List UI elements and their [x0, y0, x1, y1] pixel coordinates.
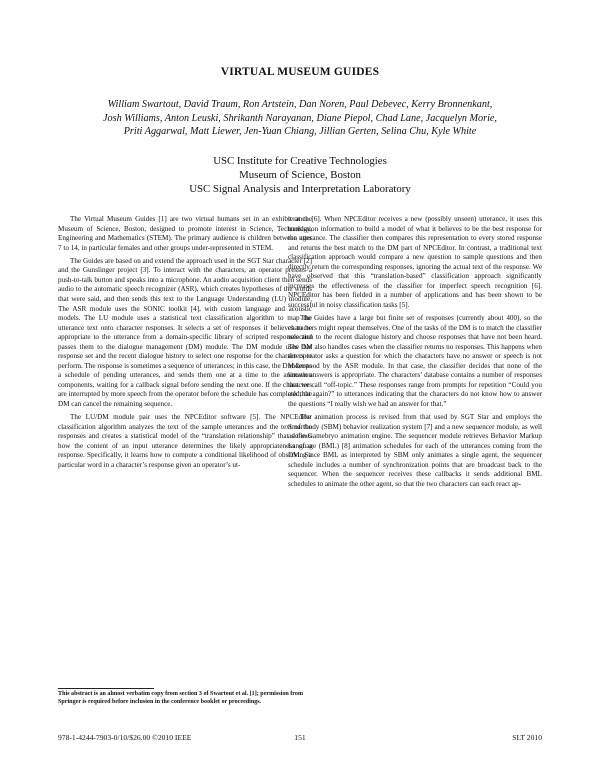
author-line: William Swartout, David Traum, Ron Artstein, Dan Noren, Paul Debevec, Kerry Bronnenkant, [107, 99, 493, 110]
body-paragraph: The Virtual Museum Guides [1] are two virtual humans set in an exhibit at the Museum of Science, Boston, designed to promote interest in Science, Technology, Engineering and Mathematics (STEM). The primary audience is children between ages 7 to 14, in particular females and other groups under-represented in STEM. [58, 215, 312, 252]
footer-venue: SLT 2010 [512, 733, 542, 742]
footnote: This abstract is an almost verbatim copy from section 3 of Swartout et al. [1]; permission from Springer is required before inclusion in the conference booklet or proceedings. [58, 691, 304, 705]
author-line: Josh Williams, Anton Leuski, Shrikanth Narayanan, Diane Piepol, Chad Lane, Jacquelyn Morie, [103, 112, 497, 124]
author-line: Priti Aggarwal, Matt Liewer, Jen-Yuan Chiang, Jillian Gerten, Selina Chu, Kyle White [123, 126, 477, 138]
body-paragraph: The Guides have a large but finite set of responses (currently about 400), so the characters might repeat themselves. One of the tasks of the DM is to match the classifier selection to the recent dialogue history and choose responses that have not been heard. The DM also handles cases when the classifier returns no responses. This happens when the operator asks a question for which the characters have no answer or speech is not understood by the ASR module. In that case, the classifier decides that none of the known answers is appropriate. The characters’ database contains a number of responses that we call “off-topic.” These responses range from prompts for repetition “Could you ask that again?” to utterances indicating that the characters do not know how to answer the questions “I really wish we had an answer for that.” [288, 314, 542, 408]
body-paragraph: The Guides are based on and extend the approach used in the SGT Star character [2] and the Gunslinger project [3]. To interact with the characters, an operator presses a push-to-talk button and speaks into a microphone. An audio acquisition client then sends audio to the automatic speech recognizer (ASR), which creates hypotheses of the words that were said, and then sends this text to the Language Understanding (LU) module. The ASR module uses the SONIC toolkit [4], with custom language and acoustic models. The LU module uses a statistical text classification algorithm to map the utterance text onto character responses. It selects a set of responses it believes to be appropriate to the utterance from a domain-specific library of scripted responses and passes them to the dialogue management (DM) module. The DM module uses that response set and the recent dialogue history to select one response for the characters to perform. The response is sometimes a sequence of utterances; in this case, the DM keeps a schedule of pending utterances, and sends them one at a time to the animation components, waiting for a callback signal before sending the next one. If the characters are interrupted by more speech from the operator before the schedule has completed, the DM can cancel the remaining sequence. [58, 256, 312, 408]
affiliation-line: USC Institute for Creative Technologies [213, 155, 387, 167]
paper-title: VIRTUAL MUSEUM GUIDES [220, 66, 380, 78]
affiliation-line: USC Signal Analysis and Interpretation Laboratory [189, 183, 411, 196]
body-paragraph: The animation process is revised from that used by SGT Star and employs the Smartbody (SBM) behavior realization system [7] and a new sequencer module, as well as the Gamebryo animation engine. The sequencer module retrieves Behavior Markup Language (BML) [8] animation schedules for each of the utterances coming from the DM. Since BML as interpreted by SBM only animates a single agent, the sequencer schedule includes a number of synchronization points that are broadcast back to the sequencer. When the sequencer receives these callbacks it sends additional BML schedules to animate the other agent, so that the two characters can each react ap- [288, 413, 542, 488]
body-paragraph: terance [6]. When NPCEditor receives a new (possibly unseen) utterance, it uses this translation information to build a model of what it believes to be the best response for the utterance. The classifier then compares this representation to every stored response and returns the best match to the DM part of NPCEditor. In contrast, a traditional text classification approach would compare a new question to sample questions and then directly return the corresponding responses, ignoring the actual text of the response. We have observed that this “translation-based” classification approach significantly increases the effectiveness of the classifier for imperfect speech recognition [6]. NPCEditor has been fielded in a number of applications and has been shown to be successful in noisy classification tasks [5]. [288, 215, 542, 309]
footer-isbn: 978-1-4244-7903-0/10/$26.00 ©2010 IEEE [58, 733, 192, 742]
right-column [288, 215, 542, 493]
left-column [58, 215, 312, 474]
affiliation-list [0, 154, 600, 197]
author-list [60, 98, 540, 139]
body-paragraph: The LU/DM module pair uses the NPCEditor software [5]. The NPCEditor classification algorithm analyzes the text of the sample utterances and the text of the responses and creates a statistical model of the “translation relationship” that defines how the content of an input utterance determines the likely appropriateness of a response. Specifically, it learns how to compute a conditional likelihood of observing a particular word in a character’s response given an operator’s ut- [58, 413, 312, 469]
affiliation-line: Museum of Science, Boston [239, 169, 361, 182]
page-number: 151 [294, 733, 306, 742]
footnote-divider [58, 688, 154, 689]
